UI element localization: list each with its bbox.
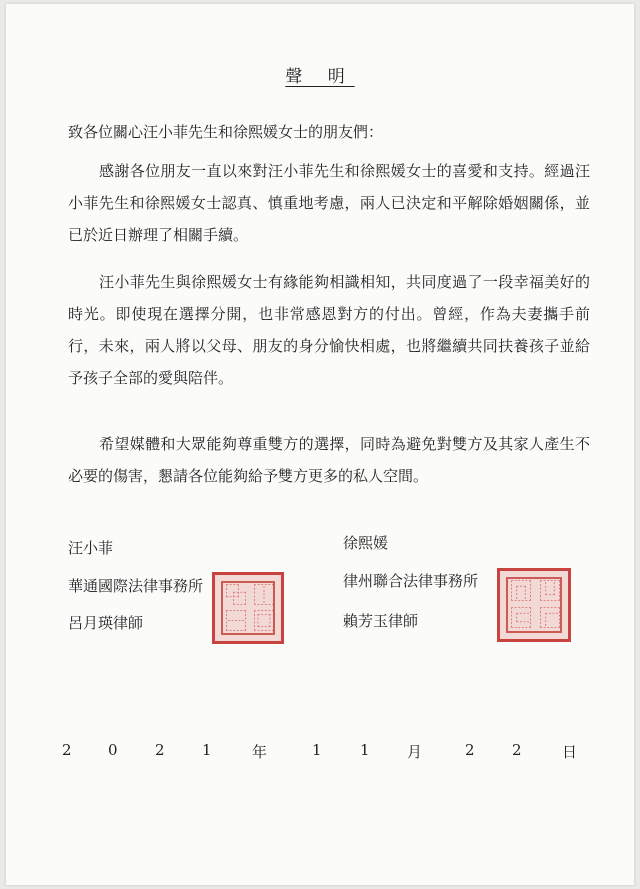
date-char: 1	[360, 741, 370, 759]
right-lawyer: 賴芳玉律師	[343, 612, 419, 630]
document-title: 聲 明	[285, 67, 355, 87]
date-char: 2	[155, 741, 165, 759]
right-lawyer-seal: ⿵ ⿶ ⿷ ⿸	[497, 568, 571, 642]
right-signatory-name: 徐熙媛	[343, 534, 389, 552]
left-law-firm: 華通國際法律事務所	[68, 577, 204, 595]
date-char: 1	[202, 741, 212, 759]
date-char: 2	[512, 741, 522, 759]
greeting: 致各位關心汪小菲先生和徐熙媛女士的朋友們：	[68, 123, 384, 141]
date-char: 1	[312, 741, 322, 759]
date-char: 2	[465, 741, 475, 759]
date-char: 2	[62, 741, 72, 759]
left-lawyer-seal: ⿻ ⿰ ⿱ ⿴	[212, 572, 284, 644]
date-char: 年	[252, 743, 268, 761]
date-char: 0	[108, 741, 118, 759]
left-signatory-name: 汪小菲	[68, 539, 114, 557]
paragraph-1: 感謝各位朋友一直以來對汪小菲先生和徐熙媛女士的喜愛和支持。經過汪小菲先生和徐熙媛女士認真、慎重地考慮，兩人已決定和平解除婚姻關係，並已於近日辦理了相關手續。	[68, 162, 590, 244]
right-law-firm: 律州聯合法律事務所	[343, 572, 479, 590]
date-char: 日	[562, 743, 578, 761]
date-char: 月	[407, 743, 423, 761]
document-date	[62, 741, 582, 763]
paragraph-3: 希望媒體和大眾能夠尊重雙方的選擇，同時為避免對雙方及其家人產生不必要的傷害，懇請各位能夠給予雙方更多的私人空間。	[68, 435, 590, 485]
left-lawyer: 呂月瑛律師	[68, 614, 144, 632]
paragraph-2: 汪小菲先生與徐熙媛女士有緣能夠相識相知，共同度過了一段幸福美好的時光。即使現在選擇分開，也非常感恩對方的付出。曾經，作為夫妻攜手前行，未來，兩人將以父母、朋友的身分愉快相處，也將繼續共同扶養孩子並給予孩子全部的愛與陪伴。	[68, 273, 590, 387]
